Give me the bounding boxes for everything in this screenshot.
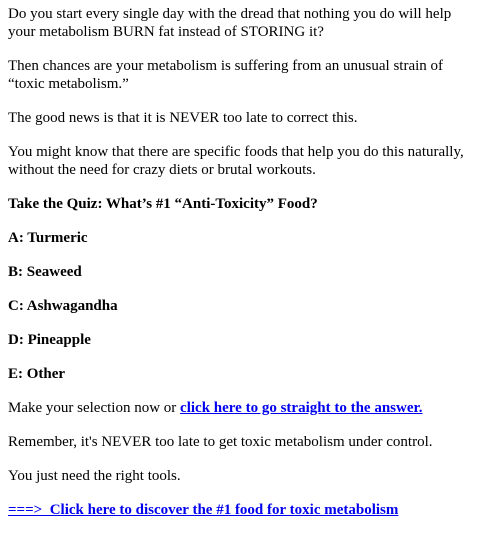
foods-paragraph bbox=[8, 143, 496, 179]
cta-link[interactable]: ===> Click here to discover the #1 food for toxic metabolism bbox=[8, 502, 399, 518]
intro-line-2: your metabolism BURN fat instead of STORING it? bbox=[8, 24, 324, 40]
tools-paragraph: You just need the right tools. bbox=[8, 468, 181, 484]
remember-paragraph: Remember, it's NEVER too late to get toxic metabolism under control. bbox=[8, 434, 433, 450]
toxic-metabolism-paragraph bbox=[8, 57, 496, 93]
quiz-option-c: C: Ashwagandha bbox=[8, 298, 118, 314]
toxic-line-1: Then chances are your metabolism is suffering from an unusual strain of bbox=[8, 58, 444, 74]
quiz-option-b: B: Seaweed bbox=[8, 264, 82, 280]
intro-line-1: Do you start every single day with the dread that nothing you do will help bbox=[8, 6, 452, 22]
quiz-option-e: E: Other bbox=[8, 366, 66, 382]
quiz-title: Take the Quiz: What’s #1 “Anti-Toxicity” Food? bbox=[8, 196, 318, 212]
selection-paragraph bbox=[8, 399, 496, 417]
quiz-option-a: A: Turmeric bbox=[8, 230, 88, 246]
cta-paragraph bbox=[8, 501, 496, 519]
foods-line-2: without the need for crazy diets or brutal workouts. bbox=[8, 162, 316, 178]
foods-line-1: You might know that there are specific foods that help you do this naturally, bbox=[8, 144, 464, 160]
good-news-paragraph: The good news is that it is NEVER too late to correct this. bbox=[8, 110, 358, 126]
selection-prefix: Make your selection now or bbox=[8, 400, 181, 416]
answer-link[interactable]: click here to go straight to the answer. bbox=[180, 400, 423, 416]
toxic-line-2: “toxic metabolism.” bbox=[8, 76, 129, 92]
intro-paragraph bbox=[8, 5, 496, 41]
quiz-option-d: D: Pineapple bbox=[8, 332, 91, 348]
